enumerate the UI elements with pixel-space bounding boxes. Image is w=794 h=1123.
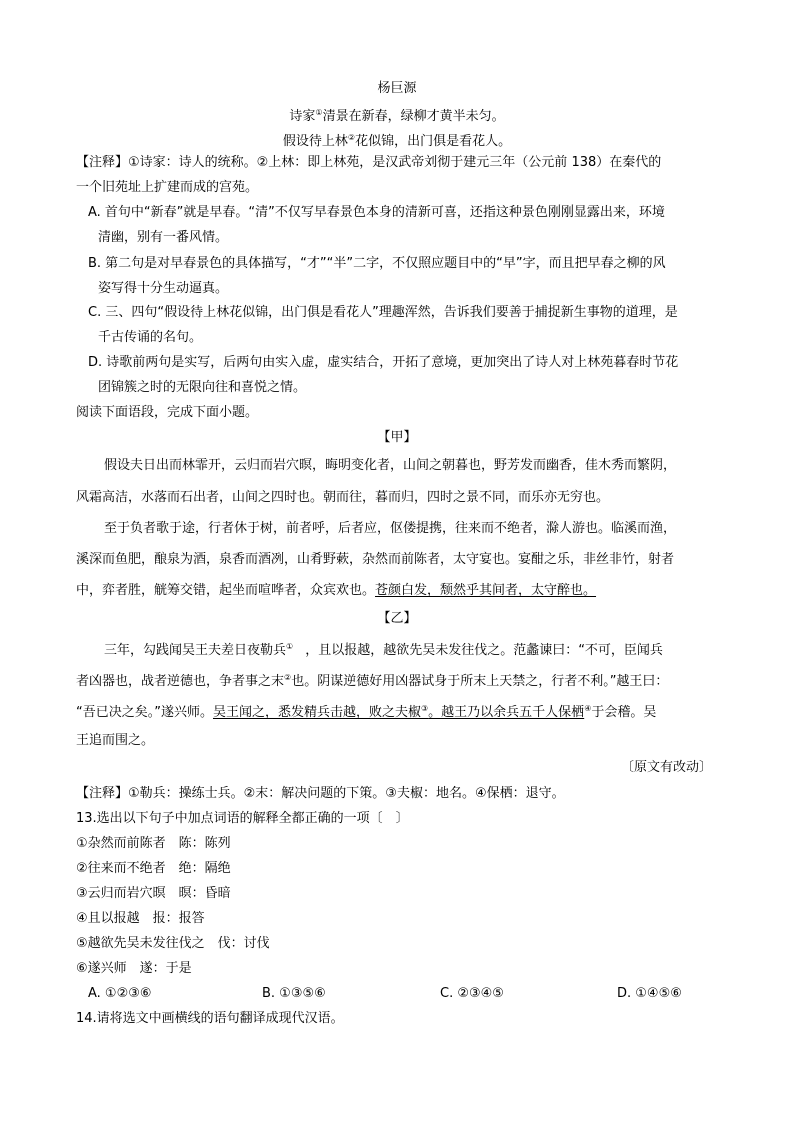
- yi-line-2: 者凶器也，战者逆德也，争者事之末②也。阴谋逆德好用凶器试身于所末上天禁之，行者不利。”越王曰：: [76, 673, 669, 689]
- yi-footnote: 【注释】①勒兵：操练士兵。②末：解决问题的下策。③夫椒：地名。④保栖：退守。: [76, 786, 565, 801]
- jia-p2-line-2: 溪深而鱼肥，酿泉为酒，泉香而酒冽，山肴野蔌，杂然而前陈者，太守宴也。宴酣之乐，非丝非竹，射者: [76, 552, 675, 567]
- poem-option-a: A. 首句中“新春”就是早春。“清”不仅写早春景色本身的清新可喜，还指这种景色刚刚显露出来，环境: [88, 205, 665, 220]
- poem-option-d-cont: 团锦簇之时的无限向往和喜悦之情。: [98, 380, 307, 395]
- footnote-marker: ④: [584, 704, 592, 713]
- underlined-sentence-yi: 吴王闻之，悉发精兵击越，败之夫椒③。越王乃以余兵五千人保栖: [212, 704, 585, 720]
- poem-option-b: B. 第二句是对早春景色的具体描写，“才”“半”二字，不仅照应题目中的“早”字，而且把早春之柳的风: [88, 256, 666, 271]
- question-14-stem: 14.请将选文中画横线的语句翻译成现代汉语。: [76, 1011, 344, 1026]
- source-note: 〔原文有改动〕: [620, 760, 712, 775]
- passage-jia-heading: 【甲】: [377, 430, 417, 445]
- poem-option-d: D. 诗歌前两句是实写，后两句由实入虚，虚实结合，开拓了意境，更加突出了诗人对上林苑暮春时节花: [88, 355, 679, 370]
- footnote-marker: ①: [286, 642, 294, 651]
- jia-p1-line-1: 假设夫日出而林霏开，云归而岩穴暝，晦明变化者，山间之朝暮也，野芳发而幽香，佳木秀而繁阴，: [104, 458, 677, 473]
- poem-option-b-cont: 姿写得十分生动逼真。: [98, 281, 229, 296]
- footnote-marker: ②: [284, 673, 292, 682]
- poem-line-1: 诗家①清景在新春，绿柳才黄半未匀。: [289, 108, 505, 124]
- jia-p2-line-1: 至于负者歌于途，行者休于树，前者呼，后者应，伛偻提携，往来而不绝者，滁人游也。临溪而渔，: [104, 521, 677, 536]
- poem-option-a-cont: 清幽，别有一番风情。: [98, 230, 229, 245]
- poem-line-2: 假设待上林②花似锦，出门俱是看花人。: [282, 133, 512, 149]
- poem-note-line-1: 【注释】①诗家：诗人的统称。②上林：即上林苑，是汉武帝刘彻于建元三年（公元前 138）在秦代的: [76, 155, 662, 170]
- question-13-stem: 13.选出以下句子中加点词语的解释全都正确的一项〔 〕: [76, 811, 409, 826]
- poem-option-c: C. 三、四句“假设待上林花似锦，出门俱是看花人”理趣浑然，告诉我们要善于捕捉新生事物的道理，是: [88, 305, 678, 320]
- reading-instruction: 阅读下面语段，完成下面小题。: [76, 405, 259, 420]
- yi-line-1: 三年，勾践闻吴王夫差日夜勒兵① ，且以报越，越欲先吴未发往伐之。范蠡谏曰：“不可，臣闻兵: [104, 642, 663, 658]
- q13-item-5: ⑤越欲先吴未发往伐之 伐：讨伐: [76, 936, 270, 951]
- q13-choice-d[interactable]: D. ①④⑤⑥: [617, 986, 682, 1001]
- poem-note-line-2: 一个旧苑址上扩建而成的宫苑。: [76, 180, 259, 195]
- q13-item-3: ③云归而岩穴暝 暝：昏暗: [76, 886, 231, 901]
- yi-line-4: 王追而围之。: [76, 733, 155, 748]
- q13-choice-c[interactable]: C. ②③④⑤: [440, 986, 504, 1001]
- q13-choice-b[interactable]: B. ①③⑤⑥: [262, 986, 326, 1001]
- q13-item-6: ⑥遂兴师 遂：于是: [76, 961, 192, 976]
- q13-item-4: ④且以报越 报：报答: [76, 911, 205, 926]
- footnote-marker: ①: [315, 108, 323, 117]
- underlined-sentence-jia: 苍颜白发，颓然乎其间者，太守醉也。: [375, 583, 597, 598]
- passage-yi-heading: 【乙】: [377, 611, 417, 626]
- q13-choice-a[interactable]: A. ①②③⑥: [88, 986, 152, 1001]
- poem-option-c-cont: 千古传诵的名句。: [98, 330, 203, 345]
- q13-item-2: ②往来而不绝者 绝：隔绝: [76, 861, 231, 876]
- footnote-marker: ③: [421, 704, 429, 713]
- yi-line-3: “吾已决之矣。”遂兴师。吴王闻之，悉发精兵击越，败之夫椒③。越王乃以余兵五千人保栖④于会稽。吴: [76, 704, 657, 720]
- jia-p1-line-2: 风霜高洁，水落而石出者，山间之四时也。朝而往，暮而归，四时之景不同，而乐亦无穷也。: [76, 490, 610, 505]
- jia-p2-line-3: 中，弈者胜，觥筹交错，起坐而喧哗者，众宾欢也。苍颜白发，颓然乎其间者，太守醉也。: [76, 583, 597, 598]
- footnote-marker: ②: [347, 133, 356, 142]
- q13-item-1: ①杂然而前陈者 陈：陈列: [76, 836, 231, 851]
- poem-author: 杨巨源: [377, 81, 417, 96]
